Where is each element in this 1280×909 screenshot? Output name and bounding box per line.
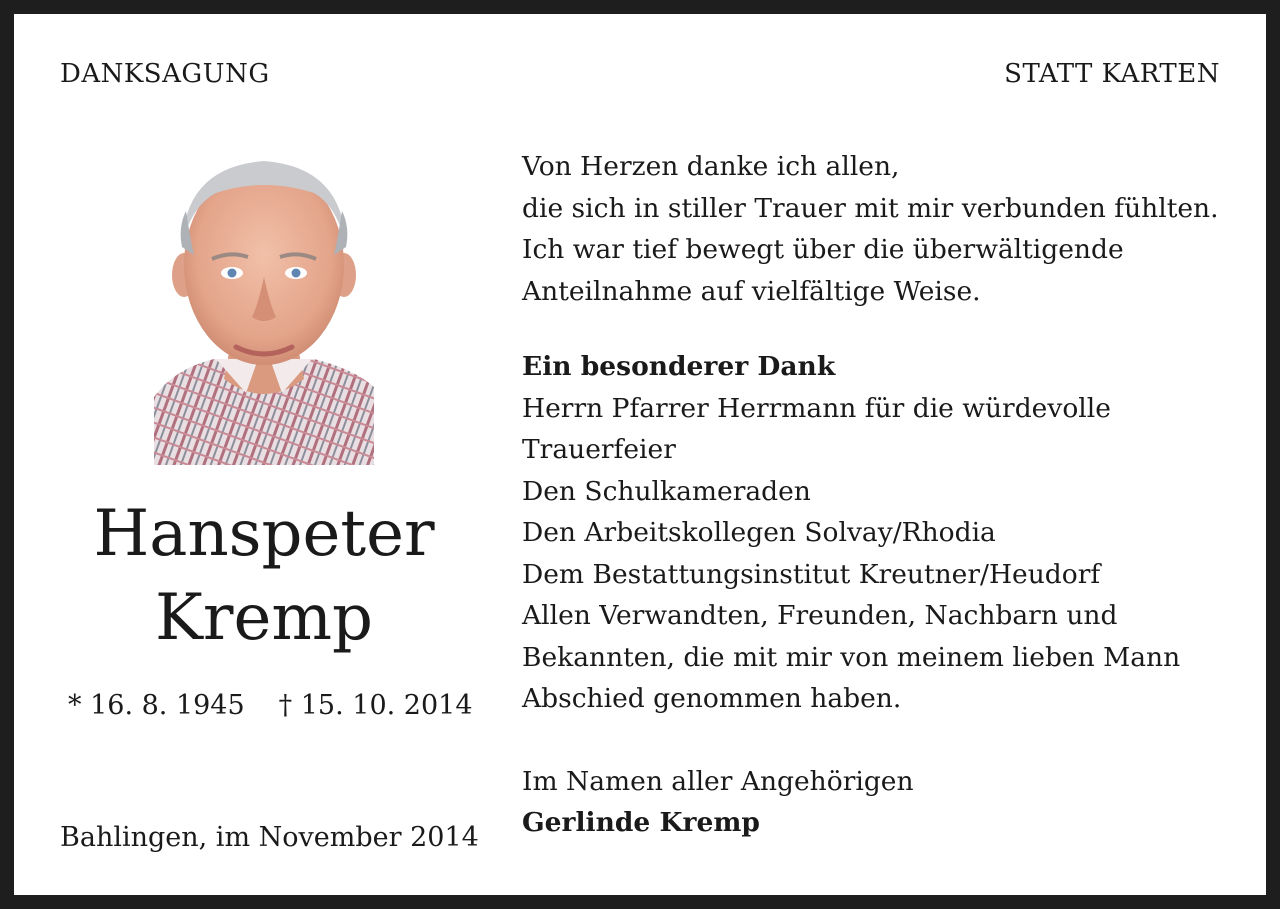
life-dates <box>68 688 473 724</box>
deceased-first-name: Hanspeter <box>93 497 435 571</box>
thanks-line: Bekannten, die mit mir von meinem lieben Mann <box>522 641 1181 673</box>
thanks-line: Trauerfeier <box>522 434 676 465</box>
thanks-line: Herrn Pfarrer Herrmann für die würdevolle <box>522 392 1111 424</box>
signature: Gerlinde Kremp <box>522 807 760 838</box>
thanks-line: Dem Bestattungsinstitut Kreutner/Heudorf <box>522 558 1101 590</box>
intro-line: Anteilnahme auf vielfältige Weise. <box>522 275 981 307</box>
intro-line: Ich war tief bewegt über die überwältigende <box>522 234 1124 265</box>
thanks-heading: Ein besonderer Dank <box>522 351 836 382</box>
deceased-last-name: Kremp <box>155 581 373 655</box>
portrait-photo <box>154 147 374 465</box>
thanks-line: Abschied genommen haben. <box>522 683 902 714</box>
death-date: † 15. 10. 2014 <box>278 690 473 721</box>
birth-date: * 16. 8. 1945 <box>68 690 245 721</box>
thanks-line: Allen Verwandten, Freunden, Nachbarn und <box>522 600 1118 631</box>
heading-statt-karten: STATT KARTEN <box>1004 59 1220 89</box>
heading-danksagung: DANKSAGUNG <box>60 59 270 89</box>
intro-line: Von Herzen danke ich allen, <box>522 151 900 182</box>
place-and-date: Bahlingen, im November 2014 <box>60 822 479 853</box>
thanks-line: Den Schulkameraden <box>522 475 811 507</box>
closing-line: Im Namen aller Angehörigen <box>522 765 914 797</box>
thanks-line: Den Arbeitskollegen Solvay/Rhodia <box>522 517 996 548</box>
obituary-card <box>14 14 1266 895</box>
intro-line: die sich in stiller Trauer mit mir verbunden fühlten. <box>522 192 1219 224</box>
thanks-text <box>522 146 1242 844</box>
